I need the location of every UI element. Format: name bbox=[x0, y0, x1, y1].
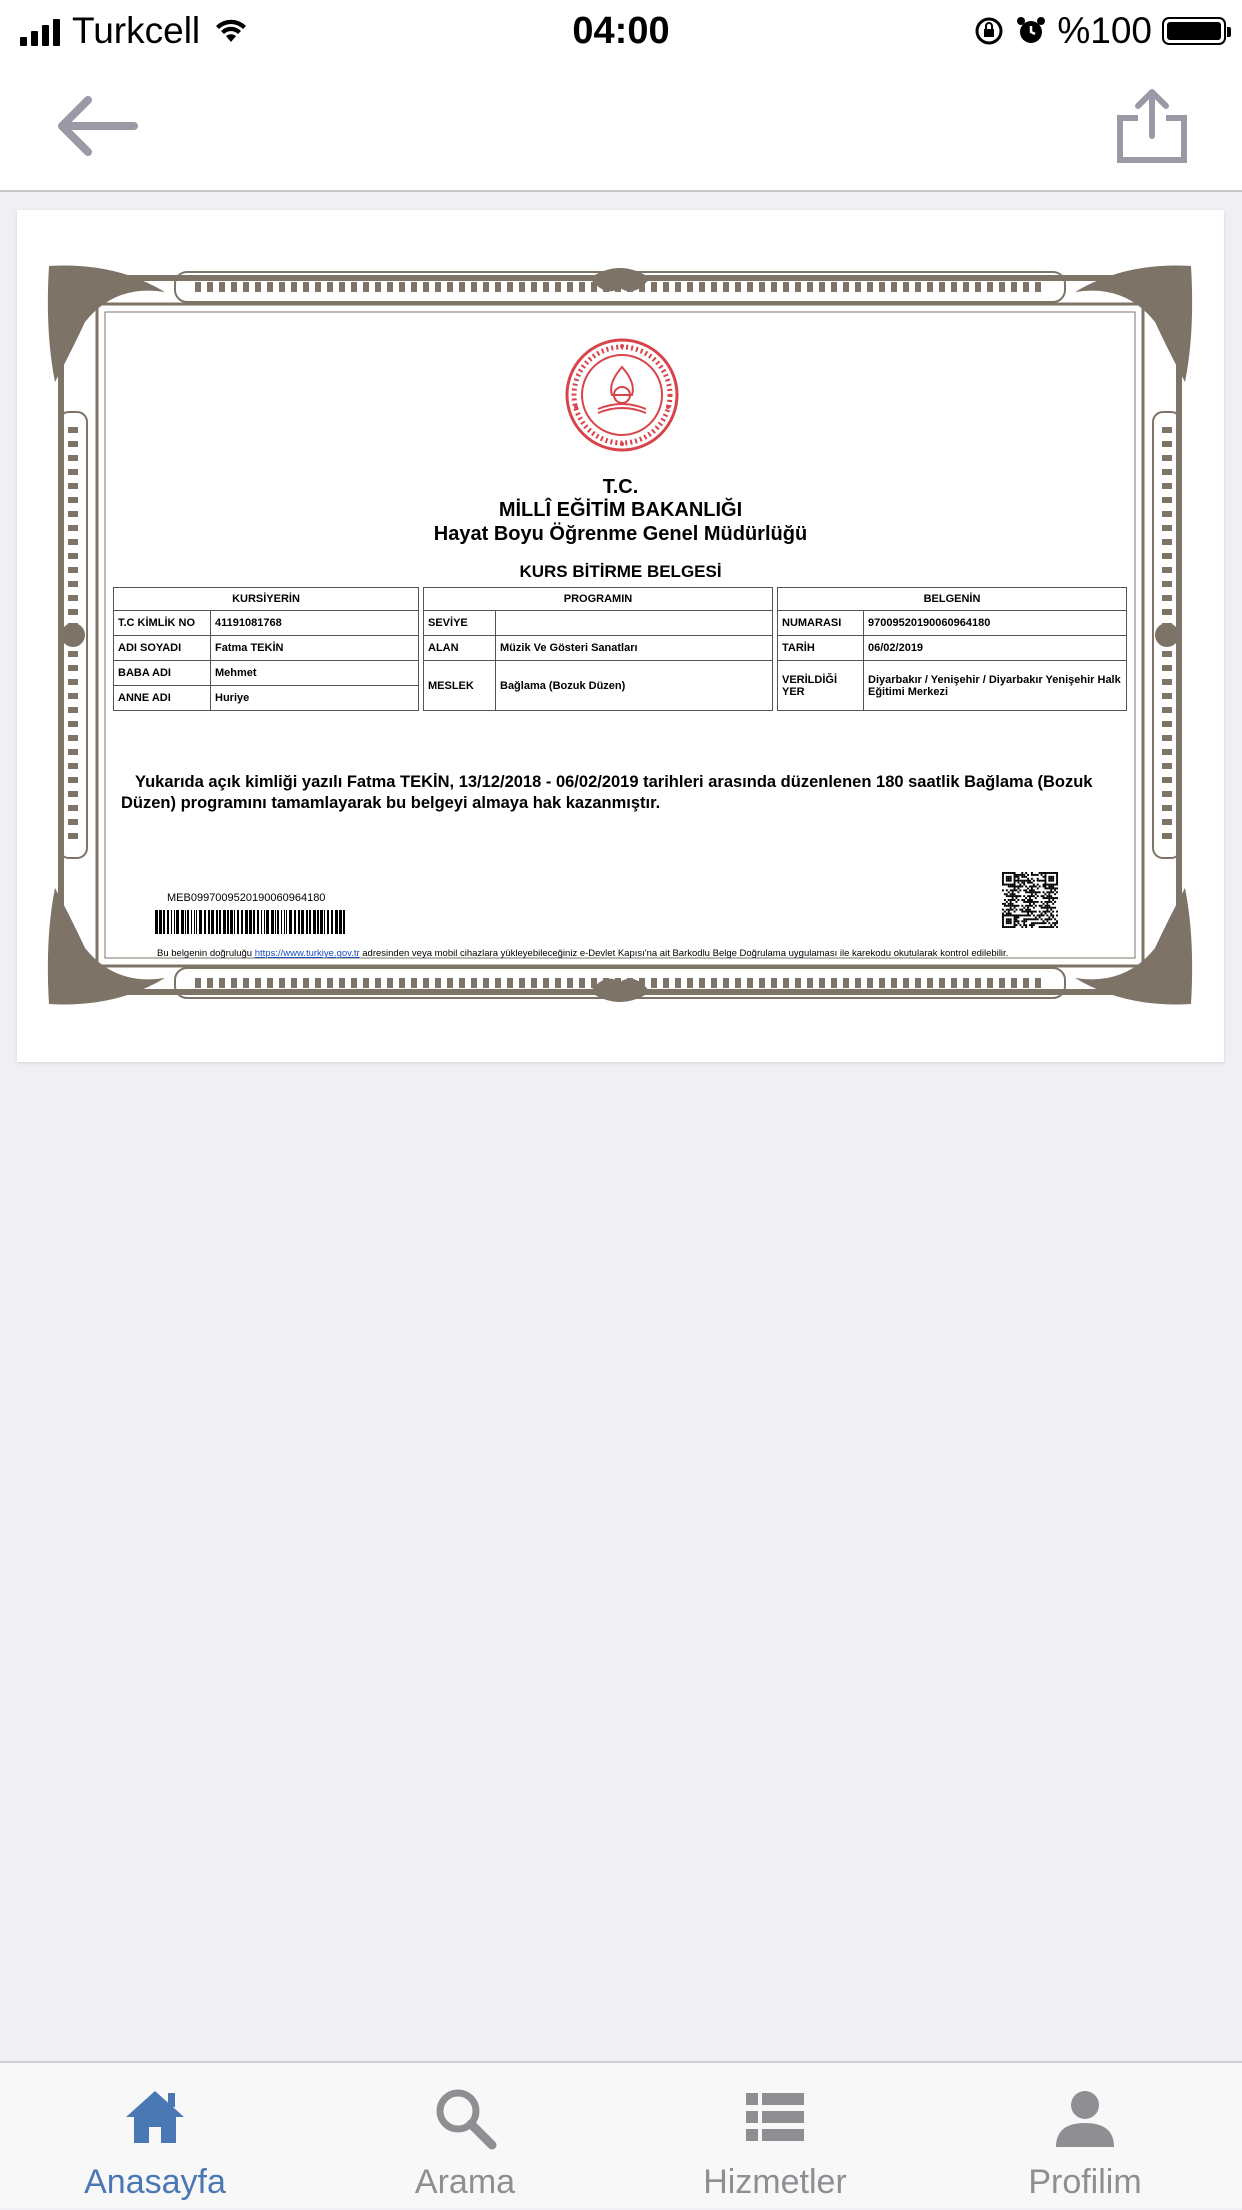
tab-label: Hizmetler bbox=[703, 2163, 847, 2201]
row-label: VERİLDİĞİ YER bbox=[778, 661, 864, 711]
verify-prefix: Bu belgenin doğruluğu bbox=[157, 948, 253, 959]
row-value: Diyarbakır / Yenişehir / Diyarbakır Yenişehir Halk Eğitimi Merkezi bbox=[864, 661, 1127, 711]
table-row bbox=[778, 636, 1127, 661]
ministry-seal-logo bbox=[564, 337, 680, 453]
program-table bbox=[423, 587, 773, 711]
carrier-name: Turkcell bbox=[72, 10, 201, 51]
table-row bbox=[114, 686, 419, 711]
share-icon[interactable] bbox=[1112, 88, 1192, 164]
row-value: Müzik Ve Gösteri Sanatları bbox=[496, 636, 773, 661]
row-label: ANNE ADI bbox=[114, 686, 211, 711]
home-icon bbox=[122, 2085, 188, 2151]
tab-label: Profilim bbox=[1028, 2163, 1142, 2201]
verification-note bbox=[157, 948, 1097, 959]
cert-title-ministry: MİLLÎ EĞİTİM BAKANLIĞI bbox=[498, 499, 743, 521]
table-row bbox=[424, 611, 773, 636]
row-value: Bağlama (Bozuk Düzen) bbox=[496, 661, 773, 711]
table-row bbox=[114, 611, 419, 636]
table-row bbox=[424, 661, 773, 711]
list-icon bbox=[742, 2085, 808, 2151]
row-value: 06/02/2019 bbox=[864, 636, 1127, 661]
row-value: Fatma TEKİN bbox=[211, 636, 419, 661]
tab-anasayfa[interactable] bbox=[0, 2063, 310, 2210]
table-row bbox=[114, 661, 419, 686]
row-value: 41191081768 bbox=[211, 611, 419, 636]
row-label: MESLEK bbox=[424, 661, 496, 711]
battery-icon bbox=[1162, 17, 1226, 45]
search-icon bbox=[432, 2085, 498, 2151]
program-header: PROGRAMIN bbox=[424, 588, 773, 611]
trainee-table bbox=[113, 587, 419, 711]
row-label: SEVİYE bbox=[424, 611, 496, 636]
barcode-image bbox=[155, 910, 349, 934]
trainee-header: KURSİYERİN bbox=[114, 588, 419, 611]
row-value: 97009520190060964180 bbox=[864, 611, 1127, 636]
verify-link[interactable]: https://www.turkiye.gov.tr bbox=[254, 948, 360, 959]
cert-title-directorate: Hayat Boyu Öğrenme Genel Müdürlüğü bbox=[433, 523, 808, 545]
tab-arama[interactable] bbox=[310, 2063, 620, 2210]
table-row bbox=[778, 611, 1127, 636]
row-label: TARİH bbox=[778, 636, 864, 661]
battery-percent: %100 bbox=[1057, 10, 1152, 51]
qr-code-image bbox=[1002, 872, 1058, 928]
row-label: ALAN bbox=[424, 636, 496, 661]
back-arrow-icon[interactable] bbox=[50, 94, 140, 158]
verify-suffix: adresinden veya mobil cihazlara yükleyebileceğiniz e-Devlet Kapısı'na ait Barkodlu Belge Doğrulama uygulaması ile karekodu okutularak kontrol edilebilir. bbox=[362, 948, 1009, 959]
certificate-document[interactable] bbox=[17, 210, 1224, 1062]
document-info-table bbox=[777, 587, 1127, 711]
table-row bbox=[114, 636, 419, 661]
cert-title-tc: T.C. bbox=[602, 476, 639, 498]
row-label: BABA ADI bbox=[114, 661, 211, 686]
table-row bbox=[424, 636, 773, 661]
tab-profilim[interactable] bbox=[930, 2063, 1240, 2210]
rotation-lock-icon bbox=[973, 15, 1005, 47]
row-label: ADI SOYADI bbox=[114, 636, 211, 661]
row-value: Mehmet bbox=[211, 661, 419, 686]
alarm-icon bbox=[1015, 15, 1047, 47]
document-title: KURS BİTİRME BELGESİ bbox=[519, 562, 722, 581]
barcode-number: MEB0997009520190060964180 bbox=[167, 892, 326, 904]
profile-icon bbox=[1052, 2085, 1118, 2151]
tab-label: Anasayfa bbox=[84, 2163, 226, 2201]
clock: 04:00 bbox=[572, 10, 670, 52]
row-value bbox=[496, 611, 773, 636]
table-row bbox=[778, 661, 1127, 711]
row-value: Huriye bbox=[211, 686, 419, 711]
navigation-bar bbox=[0, 62, 1242, 192]
row-label: NUMARASI bbox=[778, 611, 864, 636]
tab-label: Arama bbox=[414, 2163, 516, 2201]
status-bar bbox=[0, 0, 1242, 62]
row-label: T.C KİMLİK NO bbox=[114, 611, 211, 636]
document-info-header: BELGENİN bbox=[778, 588, 1127, 611]
tab-hizmetler[interactable] bbox=[620, 2063, 930, 2210]
certificate-statement: Yukarıda açık kimliği yazılı Fatma TEKİN, 13/12/2018 - 06/02/2019 tarihleri arasında düzenlenen 180 saatlik Bağlama (Bozuk Düzen) programını tamamlayarak bu belgeyi almaya hak kazanmıştır. bbox=[121, 773, 1093, 812]
tab-bar bbox=[0, 2061, 1242, 2208]
